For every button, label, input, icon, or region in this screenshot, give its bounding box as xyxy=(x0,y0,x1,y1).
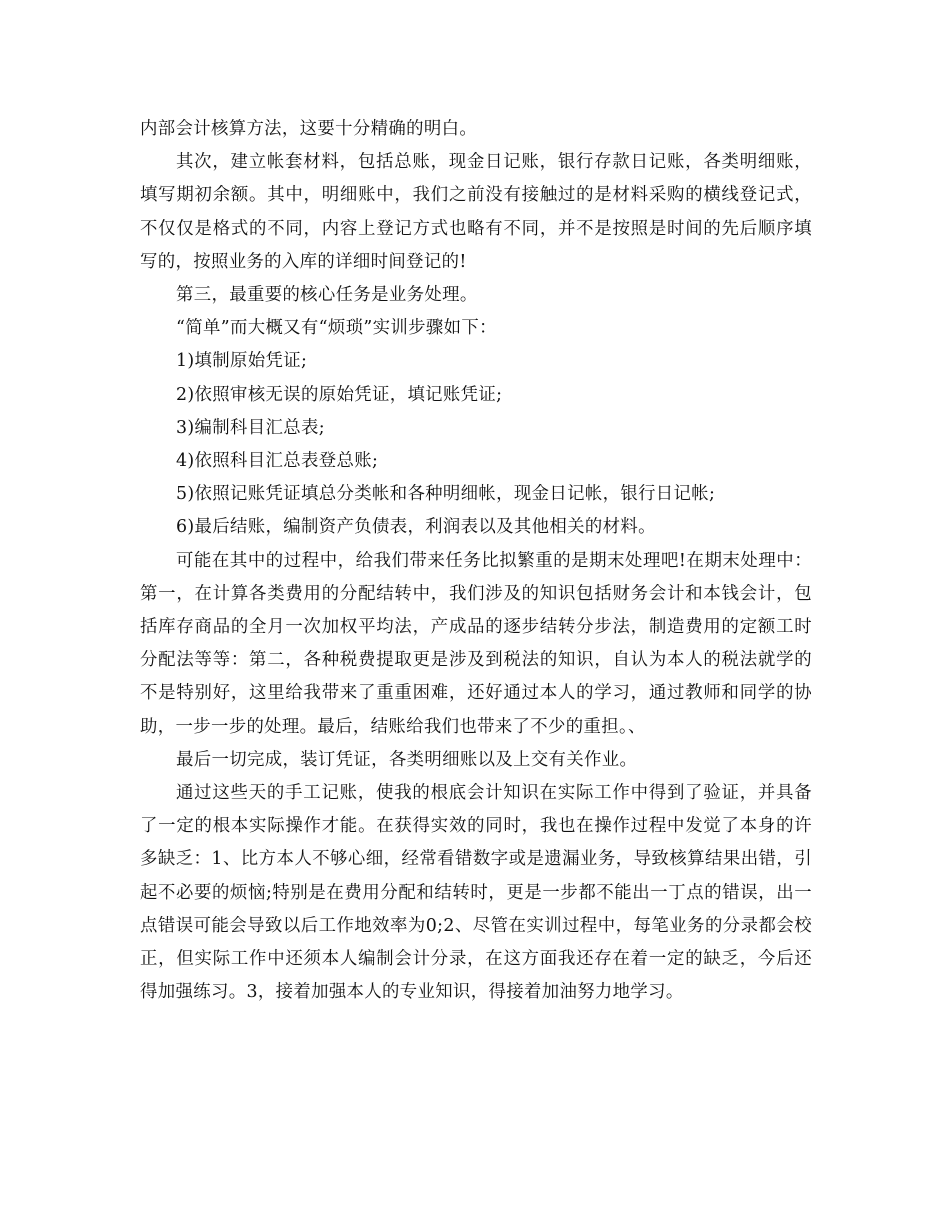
paragraph-2: 其次，建立帐套材料，包括总账，现金日记账，银行存款日记账，各类明细账，填写期初余额。其中，明细账中，我们之前没有接触过的是材料采购的横线登记式，不仅仅是格式的不同，内容上登记方式也略有不同，并不是按照是时间的先后顺序填写的，按照业务的入库的详细时间登记的! xyxy=(140,152,812,272)
paragraph-11: 可能在其中的过程中，给我们带来任务比拟繁重的是期末处理吧!在期末处理中：第一，在计算各类费用的分配结转中，我们涉及的知识包括财务会计和本钱会计，包括库存商品的全月一次加权平均法，产成品的逐步结转分步法，制造费用的定额工时分配法等等：第二，各种税费提取更是涉及到税法的知识，自认为本人的税法就学的不是特别好，这里给我带来了重重困难，还好通过本人的学习，通过教师和同学的协助，一步一步的处理。最后，结账给我们也带来了不少的重担。、 xyxy=(140,550,812,737)
list-item-step-5: 5)依照记账凭证填总分类帐和各种明细帐，现金日记帐，银行日记帐; xyxy=(176,484,716,505)
paragraph-3: 第三，最重要的核心任务是业务处理。 xyxy=(176,285,478,306)
list-item-step-3: 3)编制科目汇总表; xyxy=(176,417,325,438)
list-item-step-6: 6)最后结账，编制资产负债表，利润表以及其他相关的材料。 xyxy=(176,517,656,538)
paragraph-1: 内部会计核算方法，这要十分精确的明白。 xyxy=(140,119,478,139)
paragraph-12: 最后一切完成，装订凭证，各类明细账以及上交有关作业。 xyxy=(176,749,638,770)
list-item-step-4: 4)依照科目汇总表登总账; xyxy=(176,451,379,472)
paragraph-13: 通过这些天的手工记账，使我的根底会计知识在实际工作中得到了验证，并具备了一定的根本实际操作才能。在获得实效的同时，我也在操作过程中发觉了本身的许多缺乏：1、比方本人不够心细，经常看错数字或是遗漏业务，导致核算结果出错，引起不必要的烦恼;特别是在费用分配和结转时，更是一步都不能出一丁点的错误，出一点错误可能会导致以后工作地效率为0;2、尽管在实训过程中，每笔业务的分录都会校正，但实际工作中还须本人编制会计分录，在这方面我还存在着一定的缺乏，今后还得加强练习。3，接着加强本人的专业知识，得接着加油努力地学习。 xyxy=(140,783,812,1003)
list-item-step-1: 1)填制原始凭证; xyxy=(176,351,308,372)
document-body xyxy=(140,113,812,1009)
paragraph-4: “简单”而大概又有“烦琐”实训步骤如下： xyxy=(176,318,497,339)
list-item-step-2: 2)依照审核无误的原始凭证，填记账凭证; xyxy=(176,384,503,405)
